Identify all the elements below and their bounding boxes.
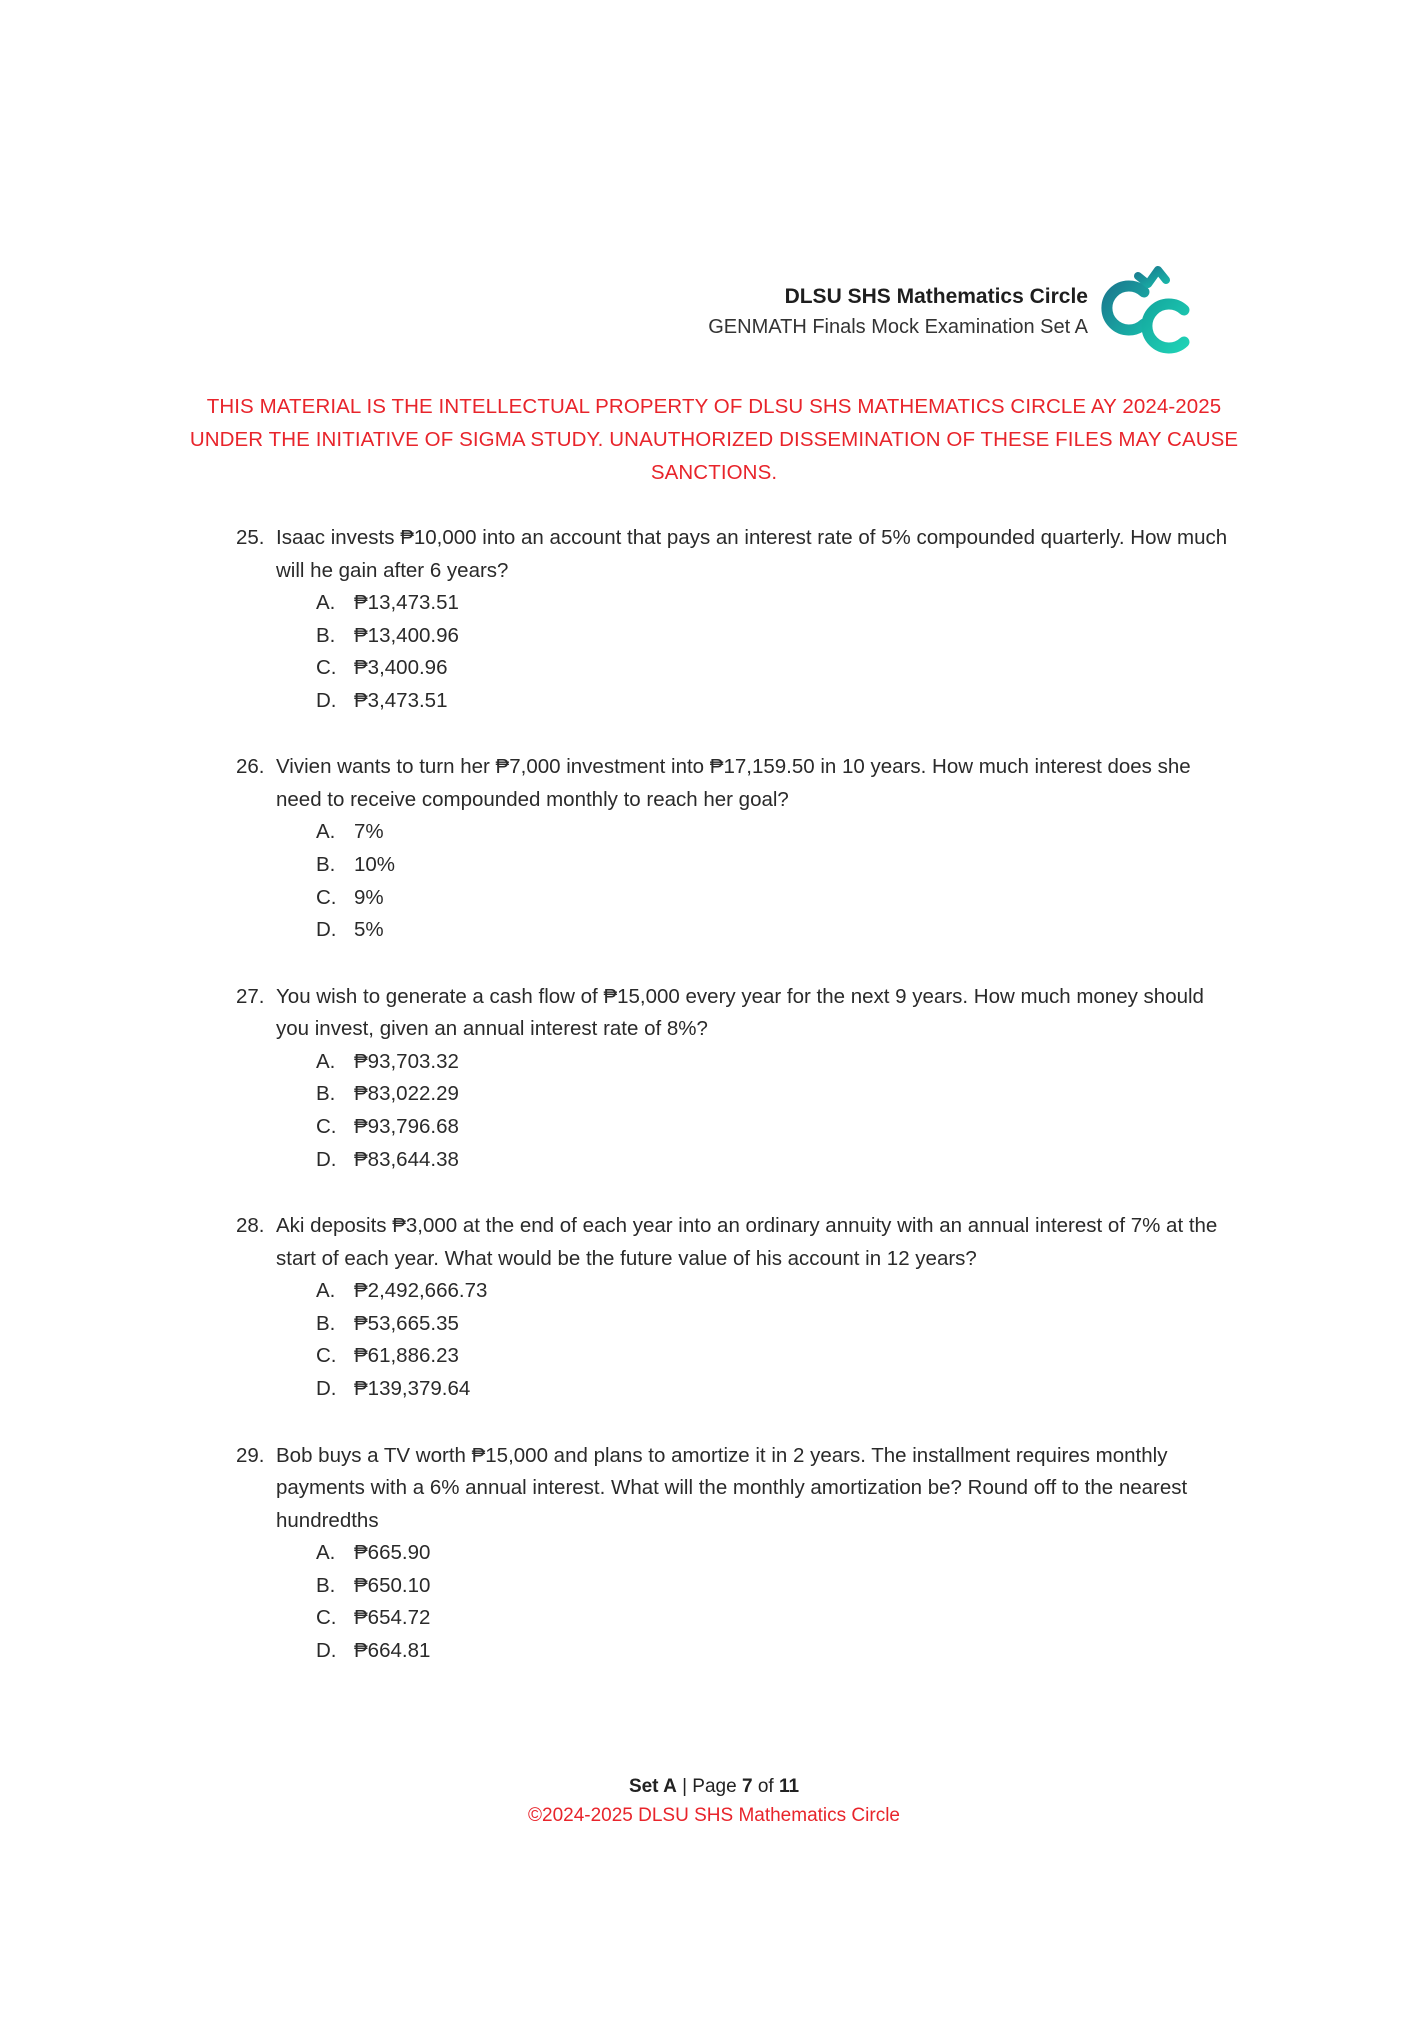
exam-title: GENMATH Finals Mock Examination Set A (708, 316, 1088, 338)
choice-letter: D. (316, 1147, 337, 1171)
choice-letter: B. (316, 623, 336, 647)
choice-letter: C. (316, 885, 337, 909)
set-label: Set A (628, 1776, 677, 1797)
page-of-label: of (752, 1776, 779, 1797)
question-item (236, 1440, 1236, 1668)
choice-item (316, 1078, 1236, 1111)
page-current: 7 (741, 1776, 753, 1797)
question-number: 28. (236, 1214, 265, 1238)
choice-item (316, 1602, 1236, 1635)
choice-item (316, 685, 1236, 718)
choice-value: ₱3,473.51 (354, 688, 448, 712)
choice-item (316, 1373, 1236, 1406)
question-item (236, 751, 1236, 946)
page-total: 11 (778, 1776, 800, 1797)
choice-letter: A. (316, 820, 336, 844)
question-text: Aki deposits ₱3,000 at the end of each year into an ordinary annuity with an annual interest of 7% at the start of each year. What would be the future value of his account in 12 years? (276, 1214, 1218, 1270)
choice-value: 7% (354, 820, 384, 844)
choice-item (316, 620, 1236, 653)
choice-letter: B. (316, 1573, 336, 1597)
choice-value: ₱139,379.64 (354, 1376, 471, 1400)
choice-value: ₱53,665.35 (354, 1311, 459, 1335)
choice-item (316, 1635, 1236, 1668)
choice-value: ₱665.90 (354, 1541, 431, 1564)
choice-letter: C. (316, 1344, 337, 1368)
choice-item (316, 914, 1236, 947)
question-text: Vivien wants to turn her ₱7,000 investment into ₱17,159.50 in 10 years. How much interest does she need to receive compounded monthly to reach her goal? (276, 755, 1191, 811)
choice-list (316, 587, 1236, 717)
notice-line: SANCTIONS. (650, 461, 778, 484)
choice-value: ₱650.10 (354, 1573, 431, 1597)
choice-letter: D. (316, 918, 337, 942)
choice-letter: B. (316, 1311, 336, 1335)
choice-list (316, 1537, 1236, 1667)
choice-item (316, 1537, 1236, 1570)
choice-value: 10% (354, 852, 396, 876)
choice-letter: C. (316, 656, 337, 680)
ip-notice (180, 390, 1248, 489)
question-item (236, 981, 1236, 1176)
choice-item (316, 1111, 1236, 1144)
question-text: You wish to generate a cash flow of ₱15,000 every year for the next 9 years. How much money should you invest, given an annual interest rate of 8%? (276, 984, 1204, 1041)
choice-value: ₱654.72 (354, 1606, 431, 1630)
choice-value: ₱13,473.51 (354, 591, 459, 614)
copyright-text: ©2024-2025 DLSU SHS Mathematics Circle (528, 1805, 900, 1826)
choice-letter: D. (316, 1638, 337, 1662)
choice-item (316, 587, 1236, 620)
choice-value: 5% (354, 918, 384, 942)
question-number: 29. (236, 1443, 265, 1467)
mathematics-circle-logo-icon (1100, 262, 1200, 362)
header-text (708, 282, 1088, 342)
choice-value: ₱83,644.38 (354, 1147, 459, 1171)
document-header (560, 262, 1200, 362)
choice-value: 9% (354, 885, 384, 909)
choice-item (316, 816, 1236, 849)
choice-value: ₱93,703.32 (354, 1049, 459, 1073)
choice-value: ₱3,400.96 (354, 656, 448, 680)
choice-value: ₱93,796.68 (354, 1114, 459, 1138)
question-text: Isaac invests ₱10,000 into an account that pays an interest rate of 5% compounded quarterly. How much will he gain after 6 years? (276, 526, 1228, 582)
choice-value: ₱2,492,666.73 (354, 1279, 488, 1303)
choice-item (316, 1046, 1236, 1079)
choice-letter: A. (316, 591, 336, 614)
notice-line: UNDER THE INITIATIVE OF SIGMA STUDY. UNAUTHORIZED DISSEMINATION OF THESE FILES MAY CAUSE (189, 428, 1239, 451)
choice-letter: D. (316, 1376, 337, 1400)
choice-list (316, 1046, 1236, 1176)
choice-item (316, 849, 1236, 882)
question-item (236, 522, 1236, 717)
question-number: 26. (236, 755, 265, 779)
choice-item (316, 1340, 1236, 1373)
question-number: 25. (236, 526, 265, 549)
choice-value: ₱13,400.96 (354, 623, 459, 647)
choice-letter: A. (316, 1279, 336, 1303)
question-list (236, 522, 1236, 1701)
question-number: 27. (236, 984, 265, 1008)
choice-item (316, 652, 1236, 685)
org-name: DLSU SHS Mathematics Circle (784, 285, 1088, 308)
choice-list (316, 816, 1236, 946)
choice-item (316, 1275, 1236, 1308)
choice-item (316, 882, 1236, 915)
choice-letter: A. (316, 1541, 336, 1564)
choice-letter: B. (316, 852, 336, 876)
choice-letter: A. (316, 1049, 336, 1073)
choice-list (316, 1275, 1236, 1405)
choice-item (316, 1570, 1236, 1603)
notice-line: THIS MATERIAL IS THE INTELLECTUAL PROPERTY OF DLSU SHS MATHEMATICS CIRCLE AY 2024-2025 (206, 395, 1222, 418)
choice-letter: D. (316, 688, 337, 712)
page-indicator (0, 1772, 1428, 1801)
choice-letter: C. (316, 1114, 337, 1138)
choice-value: ₱61,886.23 (354, 1344, 459, 1368)
question-text: Bob buys a TV worth ₱15,000 and plans to amortize it in 2 years. The installment requires monthly payments with a 6% annual interest. What will the monthly amortization be? Round off to the nearest hundredths (276, 1443, 1188, 1532)
choice-letter: C. (316, 1606, 337, 1630)
page-separator: | Page (676, 1776, 742, 1797)
choice-value: ₱83,022.29 (354, 1082, 459, 1106)
question-item (236, 1210, 1236, 1405)
choice-value: ₱664.81 (354, 1638, 431, 1662)
choice-item (316, 1308, 1236, 1341)
page-footer (0, 1772, 1428, 1830)
choice-letter: B. (316, 1082, 336, 1106)
choice-item (316, 1144, 1236, 1177)
